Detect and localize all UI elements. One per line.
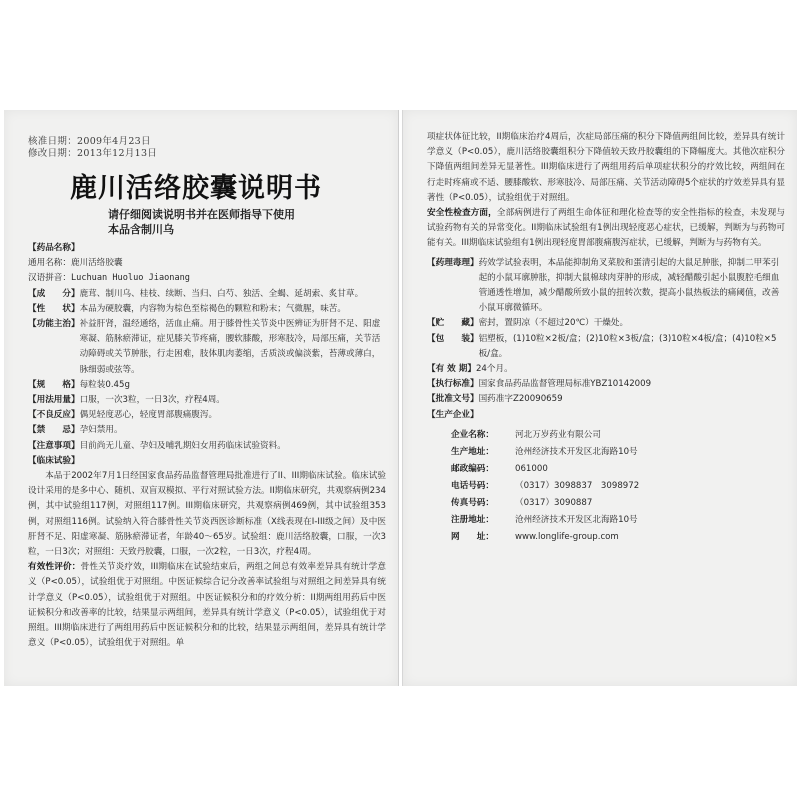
generic-name-value: 鹿川活络胶囊 — [70, 258, 123, 269]
package-label: 【包 装】 — [427, 333, 479, 344]
document-title: 鹿川活络胶囊说明书 — [70, 173, 322, 204]
drug-name-header: 【药品名称】 — [28, 243, 80, 253]
adverse-row — [28, 408, 386, 423]
safety-text: 全部病例进行了两组生命体征和理化检查等的安全性指标的检查，未发现与试验药物有关的异常变化。II期临床试验组有1例出现轻度恶心症状，已缓解，判断为与药物可能有关。III期临床试验组有1例出现轻度胃部腹痛腹泻症状，已缓解，判断为与药物有关。 — [427, 208, 785, 249]
pinyin-row — [28, 271, 386, 286]
indications-row — [28, 317, 386, 378]
approval-number-row — [427, 392, 785, 407]
website-row — [451, 529, 785, 546]
specification-row — [28, 378, 386, 393]
indications-label: 【功能主治】 — [28, 319, 80, 330]
left-content — [28, 241, 386, 651]
dosage-value: 口服，一次3粒，一日3次，疗程4周。 — [79, 395, 225, 406]
ingredients-row — [28, 287, 386, 302]
storage-label: 【贮 藏】 — [427, 318, 479, 329]
warning-block — [108, 207, 295, 237]
production-address-row — [451, 444, 785, 461]
company-name-label: 企业名称： — [451, 429, 494, 440]
registered-address-row — [451, 512, 785, 529]
precautions-value: 目前尚无儿童、孕妇及哺乳期妇女用药临床试验资料。 — [79, 440, 286, 451]
revision-date: 修改日期：2013年12月13日 — [28, 148, 158, 159]
phone-value: （0317）3098837 3098972 — [515, 480, 640, 491]
dosage-label: 【用法用量】 — [28, 395, 80, 406]
dosage-row — [28, 393, 386, 408]
postcode-label: 邮政编码： — [451, 463, 494, 474]
precautions-row — [28, 439, 386, 454]
efficacy-label: 有效性评价： — [28, 562, 81, 573]
postcode-value: 061000 — [515, 463, 548, 474]
dates-block — [28, 136, 157, 160]
phone-row — [451, 478, 785, 495]
postcode-row — [451, 461, 785, 478]
validity-label: 【有 效 期】 — [427, 364, 476, 375]
clinical-paragraph: 本品于2002年7月1日经国家食品药品监督管理局批准进行了II、III期临床试验。临床试验设计采用的是多中心、随机、双盲双模拟、平行对照试验方法。II期临床研究，共观察病例234例，其中试验组117例，对照组117例。III期临床研究，共观察病例469例，其中试验组353例，对照组116例。试验纳入符合膝骨性关节炎西医诊断标准（X线表现在I-III级之间）及中医肝肾不足、阳虚寒凝、筋脉瘀滞证者，年龄40～65岁。试验组：鹿川活络胶囊，口服，一次3粒，一日3次；对照组：天致丹胶囊，口服，一次2粒，一日3次，疗程4周。 — [28, 471, 386, 558]
generic-name-row — [28, 256, 386, 271]
adverse-value: 偶见轻度恶心，轻度胃部腹痛腹泻。 — [79, 410, 218, 421]
leaflet-page-left — [4, 110, 399, 686]
storage-value: 密封，置阴凉（不超过20℃）干燥处。 — [478, 318, 629, 329]
company-name-row — [451, 427, 785, 444]
pinyin-value: Luchuan Huoluo Jiaonang — [70, 273, 190, 284]
pinyin-label: 汉语拼音： — [28, 273, 71, 284]
website-value: www.longlife-group.com — [515, 531, 619, 542]
phone-label: 电话号码： — [451, 480, 494, 491]
character-row — [28, 302, 386, 317]
indications-value: 补益肝肾，温经通络，活血止痛。用于膝骨性关节炎中医辨证为肝肾不足、阳虚寒凝、筋脉瘀滞证，症见膝关节疼痛，腰软膝酸，形寒肢冷，局部压痛，关节活动障碍或关节肿胀，行走困难，肢体肌肉萎缩，舌质淡或偏淡紫，苔薄或薄白，脉细弱或弦等。 — [79, 319, 381, 375]
contraindications-row — [28, 423, 386, 438]
validity-value: 24个月。 — [475, 364, 513, 375]
safety-paragraph — [427, 206, 785, 252]
manufacturer-block — [451, 427, 785, 546]
contraindications-label: 【禁 忌】 — [28, 425, 80, 436]
warning-line-1: 请仔细阅读说明书并在医师指导下使用 — [108, 208, 295, 221]
pharmacology-row — [427, 256, 785, 317]
warning-line-2: 本品含制川乌 — [108, 223, 174, 236]
production-address-value: 沧州经济技术开发区北海路10号 — [515, 446, 638, 457]
contraindications-value: 孕妇禁用。 — [79, 425, 123, 436]
approval-number-label: 【批准文号】 — [427, 394, 479, 405]
character-value: 本品为硬胶囊，内容物为棕色至棕褐色的颗粒和粉末；气微腥，味苦。 — [79, 303, 346, 314]
registered-address-label: 注册地址： — [451, 514, 494, 525]
fax-value: （0317）3090887 — [515, 497, 593, 508]
fax-row — [451, 495, 785, 512]
storage-row — [427, 316, 785, 331]
manufacturer-header: 【生产企业】 — [427, 409, 479, 420]
fax-label: 传真号码： — [451, 497, 494, 508]
efficacy-paragraph — [28, 560, 386, 651]
company-name-value: 河北万岁药业有限公司 — [515, 429, 601, 440]
standard-row — [427, 377, 785, 392]
leaflet-page-right — [402, 110, 797, 686]
website-label: 网 址： — [451, 531, 494, 542]
specification-label: 【规 格】 — [28, 379, 80, 390]
ingredients-label: 【成 分】 — [28, 288, 80, 299]
efficacy-text: 骨性关节炎疗效，III期临床在试验结束后，两组之间总有效率差异具有统计学意义（P<0.05），试验组优于对照组。中医证候综合记分改善率试验组与对照组之间差异具有统计学意义（P<0.05），试验组优于对照组。中医证候积分和的疗效分析：II期两组用药后中医证候积分和改善率的比较，结果显示两组间，差异具有统计学意义（P<0.05），试验组优于对照组。III期临床进行了两组用药后中医证候积分和的比较，结果显示两组间，差异具有统计学意义（P<0.05），试验组优于对照组。单 — [28, 562, 386, 649]
specification-value: 每粒装0.45g — [79, 379, 130, 390]
production-address-label: 生产地址： — [451, 446, 494, 457]
continuation-paragraph: 项症状体征比较，II期临床治疗4周后，次症局部压痛的积分下降值两组间比较，差异具有统计学意义（P<0.05），鹿川活络胶囊组积分下降值较天致丹胶囊组的下降幅度大。其他次症积分下降值两组间差异无显著性。III期临床进行了两组用药后单项症状积分的疗效比较，两组间在行走时疼痛或不适、腰膝酸软、形寒肢冷、局部压痛、关节活动障碍5个症状的疗效差异具有显著性（P<0.05），试验组优于对照组。 — [427, 132, 785, 203]
right-content — [427, 130, 785, 546]
registered-address-value: 沧州经济技术开发区北海路10号 — [515, 514, 638, 525]
precautions-label: 【注意事项】 — [28, 440, 80, 451]
standard-value: 国家食品药品监督管理局标准YBZ10142009 — [478, 379, 652, 390]
character-label: 【性 状】 — [28, 303, 80, 314]
clinical-header: 【临床试验】 — [28, 455, 80, 466]
approval-number-value: 国药准字Z20090659 — [478, 394, 563, 405]
validity-row — [427, 362, 785, 377]
pharmacology-label: 【药理毒理】 — [427, 257, 479, 268]
package-row — [427, 332, 785, 362]
approval-date: 核准日期：2009年4月23日 — [28, 136, 151, 147]
pharmacology-value: 药效学试验表明，本品能抑制角叉菜胶和蛋清引起的大鼠足肿胀，抑制二甲苯引起的小鼠耳廓肿胀，抑制大鼠棉球肉芽肿的形成，减轻醋酸引起小鼠腹腔毛细血管通透性增加，减少醋酸所致小鼠的扭转次数，提高小鼠热板法的痛阈值，改善小鼠耳廓微循环。 — [478, 257, 780, 314]
generic-name-label: 通用名称： — [28, 258, 71, 269]
safety-label: 安全性检查方面， — [427, 208, 497, 219]
adverse-label: 【不良反应】 — [28, 410, 80, 421]
package-value: 铝塑板，(1)10粒×2板/盒；(2)10粒×3板/盒；(3)10粒×4板/盒；(4)10粒×5板/盒。 — [478, 333, 777, 359]
standard-label: 【执行标准】 — [427, 379, 479, 390]
ingredients-value: 鹿茸、制川乌、桂枝、续断、当归、白芍、独活、全蝎、延胡索、炙甘草。 — [79, 288, 364, 299]
